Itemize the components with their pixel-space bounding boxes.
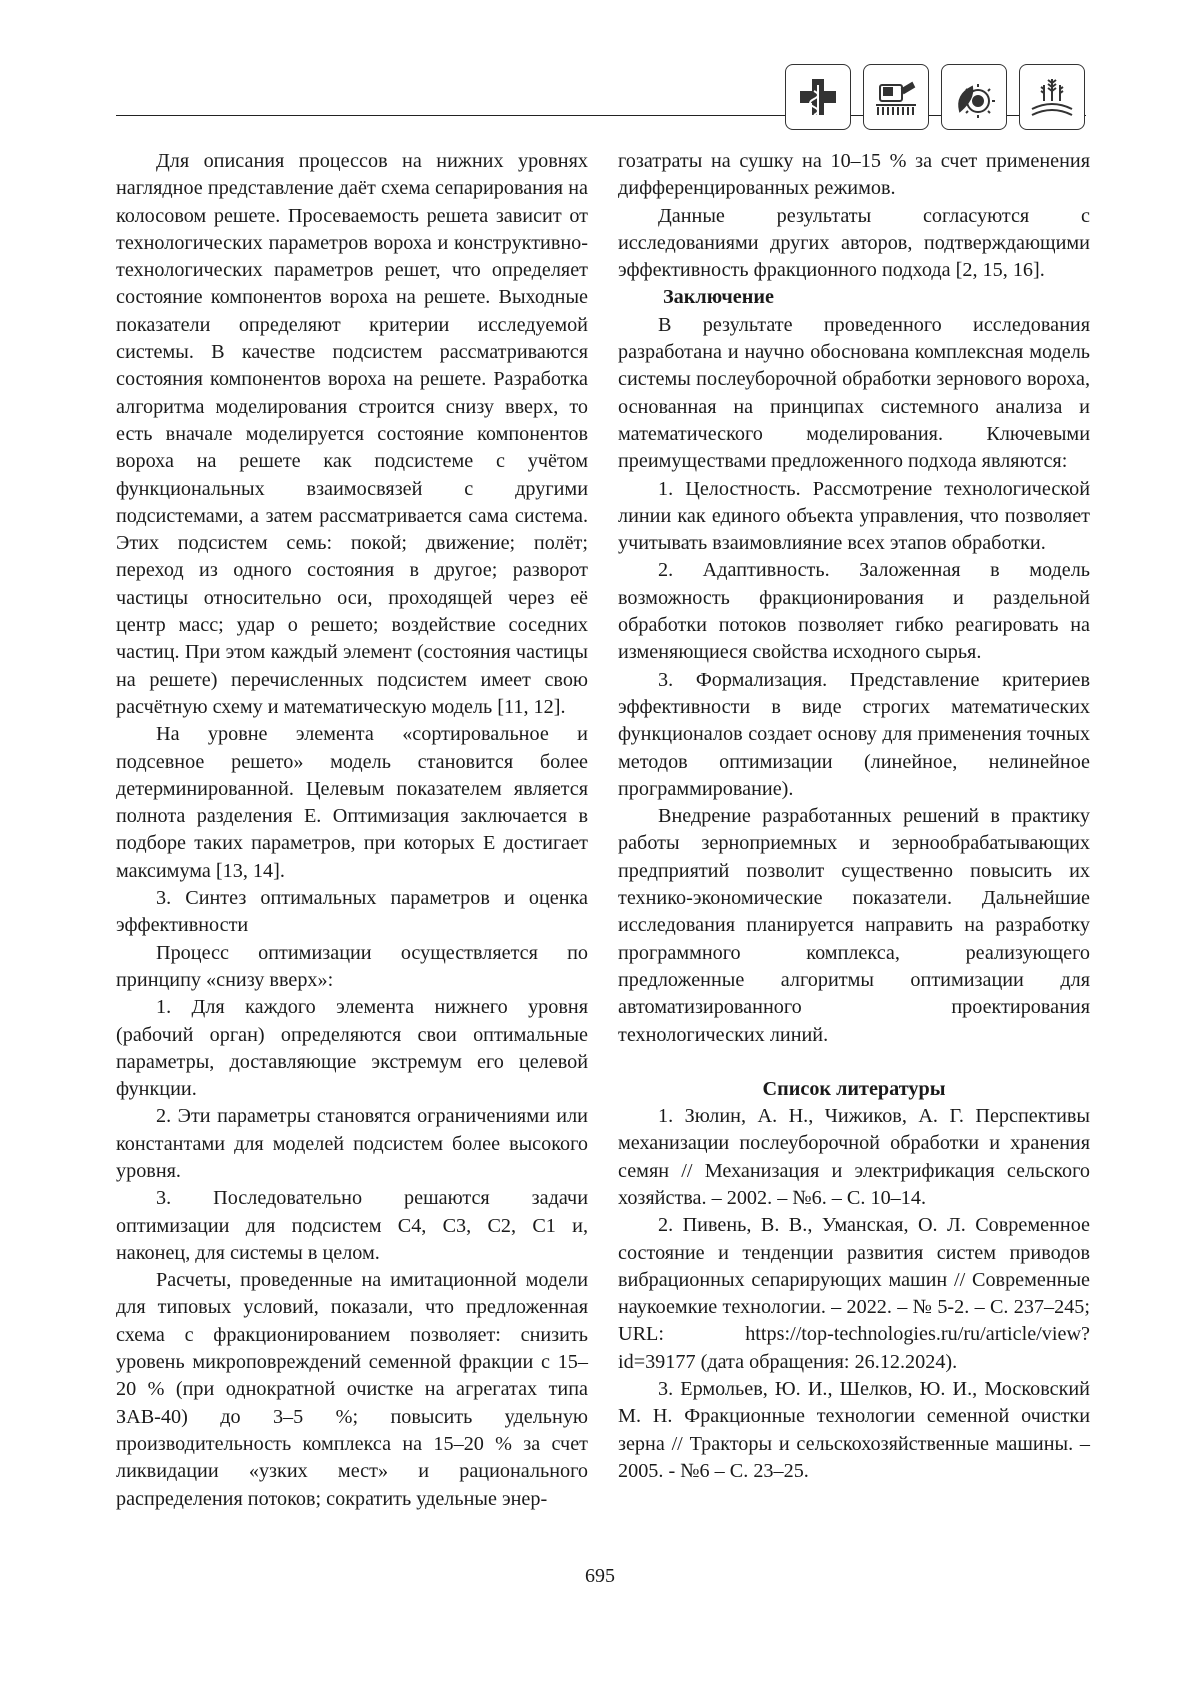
reference-item: 2. Пивень, В. В., Уманская, О. Л. Современное состояние и тенденции развития систем приводов вибрационных сепарирующих машин // Современные наукоемкие технологии. – 2022. – № 5-2. – С. 237–245; URL: https://top-technologies.ru/ru/article/view?id=39177 (дата обращения: 26.12.2024). [618,1214,1090,1373]
list-item: 2. Адаптивность. Заложенная в модель возможность фракционирования и раздельной обработки потоков позволяет гибко реагировать на изменяющиеся свойства исходного сырья. [618,559,1090,664]
references-heading: Список литературы [762,1077,946,1100]
body-paragraph: Процесс оптимизации осуществляется по принципу «снизу вверх»: [116,941,588,991]
plant-gear-icon [941,64,1007,130]
medicine-icon [785,64,851,130]
list-item: 2. Эти параметры становятся ограничениями или константами для моделей подсистем более высокого уровня. [116,1105,588,1182]
page-number: 695 [585,1565,615,1587]
conclusion-heading: Заключение [663,286,774,309]
header-icons [785,64,1085,130]
list-item: 3. Последовательно решаются задачи оптимизации для подсистем С4, С3, С2, С1 и, наконец, для системы в целом. [116,1187,588,1264]
reference-item: 1. Зюлин, А. Н., Чижиков, А. Г. Перспективы механизации послеуборочной обработки и хранения семян // Механизация и электрификация сельского хозяйства. – 2002. – №6. – С. 10–14. [618,1105,1090,1209]
harvester-icon [863,64,929,130]
reference-item: 3. Ермольев, Ю. И., Шелков, Ю. И., Московский М. Н. Фракционные технологии семенной очистки зерна // Тракторы и сельскохозяйственные машины. – 2005. - №6 – С. 23–25. [618,1378,1090,1482]
body-paragraph: Данные результаты согласуются с исследованиями других авторов, подтверждающими эффективность фракционного подхода [2, 15, 16]. [618,204,1090,282]
list-item: 1. Целостность. Рассмотрение технологической линии как единого объекта управления, что позволяет учитывать взаимовлияние всех этапов обработки. [618,477,1090,555]
right-column [618,148,1090,1485]
section-heading: 3. Синтез оптимальных параметров и оценка эффективности [116,887,588,937]
left-column [116,148,588,1513]
body-paragraph: Для описания процессов на нижних уровнях наглядное представление даёт схема сепарирования на колосовом решете. Просеваемость решета зависит от технологических параметров вороха и конструктивно-технологических параметров решет, что определяет состояние компонентов вороха на решете. Выходные показатели определяют критерии исследуемой системы. В качестве подсистем рассматриваются состояния компонентов вороха на решете. Разработка алгоритма моделирования строится снизу вверх, то есть вначале моделируется состояние компонентов вороха на решете как подсистеме с учётом функциональных взаимосвязей с другими подсистемами, а затем рассматривается сама система. Этих подсистем семь: покой; движение; полёт; переход из одного состояния в другое; разворот частицы относительно оси, проходящей через её центр масс; удар о решето; воздействие соседних частиц. При этом каждый элемент (состояния частицы на решете) перечисленных подсистем имеет свою расчётную схему и математическую модель [11, 12]. [116,150,588,718]
list-item: 3. Формализация. Представление критериев эффективности в виде строгих математических функционалов создает основу для применения точных методов оптимизации (линейное, нелинейное программирование). [618,668,1090,800]
body-paragraph: гозатраты на сушку на 10–15 % за счет применения дифференцированных режимов. [618,150,1090,200]
body-paragraph: В результате проведенного исследования разработана и научно обоснована комплексная модель системы послеуборочной обработки зернового вороха, основанная на принципах системного анализа и математического моделирования. Ключевыми преимуществами предложенного подхода являются: [618,313,1090,473]
list-item: 1. Для каждого элемента нижнего уровня (рабочий орган) определяются свои оптимальные параметры, доставляющие экстремум его целевой функции. [116,996,588,1101]
body-paragraph: Расчеты, проведенные на имитационной модели для типовых условий, показали, что предложенная схема с фракционированием позволяет: снизить уровень микроповреждений семенной фракции с 15–20 % (при однократной очистке на агрегатах типа ЗАВ-40) до 3–5 %; повысить удельную производительность комплекса на 15–20 % за счет ликвидации «узких мест» и рационального распределения потоков; сократить удельные энер- [116,1269,588,1510]
wheat-field-icon [1019,64,1085,130]
body-paragraph: Внедрение разработанных решений в практику работы зерноприемных и зернообрабатывающих предприятий позволит существенно повысить их технико-экономические показатели. Дальнейшие исследования планируется направить на разработку программного комплекса, реализующего предложенные алгоритмы оптимизации для автоматизированного проектирования технологических линий. [618,805,1090,1046]
body-paragraph: На уровне элемента «сортировальное и подсевное решето» модель становится более детерминированной. Целевым показателем является полнота разделения Е. Оптимизация заключается в подборе таких параметров, при которых Е достигает максимума [13, 14]. [116,723,588,882]
